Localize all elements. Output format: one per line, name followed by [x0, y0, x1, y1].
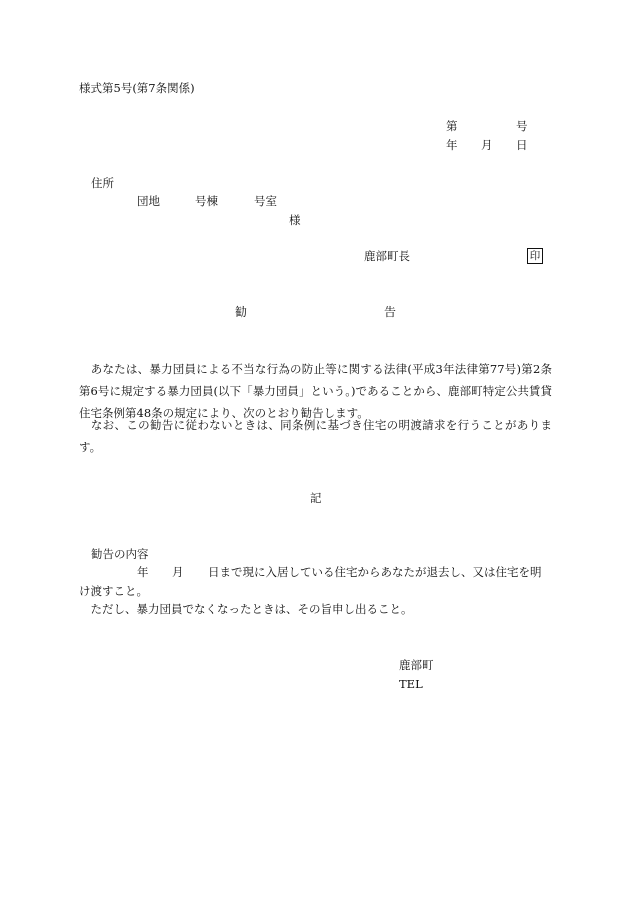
address-goto: 号棟	[195, 194, 218, 208]
footer-tel: TEL	[399, 677, 423, 691]
content-month: 月	[172, 565, 184, 579]
footer-office: 鹿部町	[399, 658, 434, 672]
content-deadline-text: 日まで現に入居している住宅からあなたが退去し、又は住宅を明	[208, 565, 542, 579]
doc-number-dai: 第	[446, 119, 458, 133]
seal-mark: 印	[527, 248, 543, 264]
heading-kan: 勧	[235, 305, 248, 319]
content-continuation: け渡すこと。	[79, 584, 148, 598]
heading-koku: 告	[384, 305, 397, 319]
address-sama: 様	[289, 213, 301, 227]
content-label: 勧告の内容	[91, 547, 149, 561]
ki-heading: 記	[310, 491, 322, 505]
content-year: 年	[137, 565, 149, 579]
issuer-title: 鹿部町長	[364, 249, 410, 263]
body-paragraph-1: あなたは、暴力団員による不当な行為の防止等に関する法律(平成3年法律第77号)第2条第6号に規定する暴力団員(以下「暴力団員」という。)であることから、鹿部町特定公共賃貸住宅条例第48条の規定により、次のとおり勧告します。	[79, 362, 552, 420]
date-month: 月	[481, 138, 493, 152]
date-year: 年	[446, 138, 458, 152]
body-paragraph-2: なお、この勧告に従わないときは、同条例に基づき住宅の明渡請求を行うことがあります。	[79, 418, 552, 454]
address-label: 住所	[91, 176, 114, 190]
address-goshitsu: 号室	[254, 194, 277, 208]
date-day: 日	[516, 138, 528, 152]
form-title: 様式第5号(第7条関係)	[79, 81, 195, 95]
address-danchi: 団地	[137, 194, 160, 208]
content-proviso: ただし、暴力団員でなくなったときは、その旨申し出ること。	[79, 602, 413, 616]
doc-number-go: 号	[516, 119, 528, 133]
